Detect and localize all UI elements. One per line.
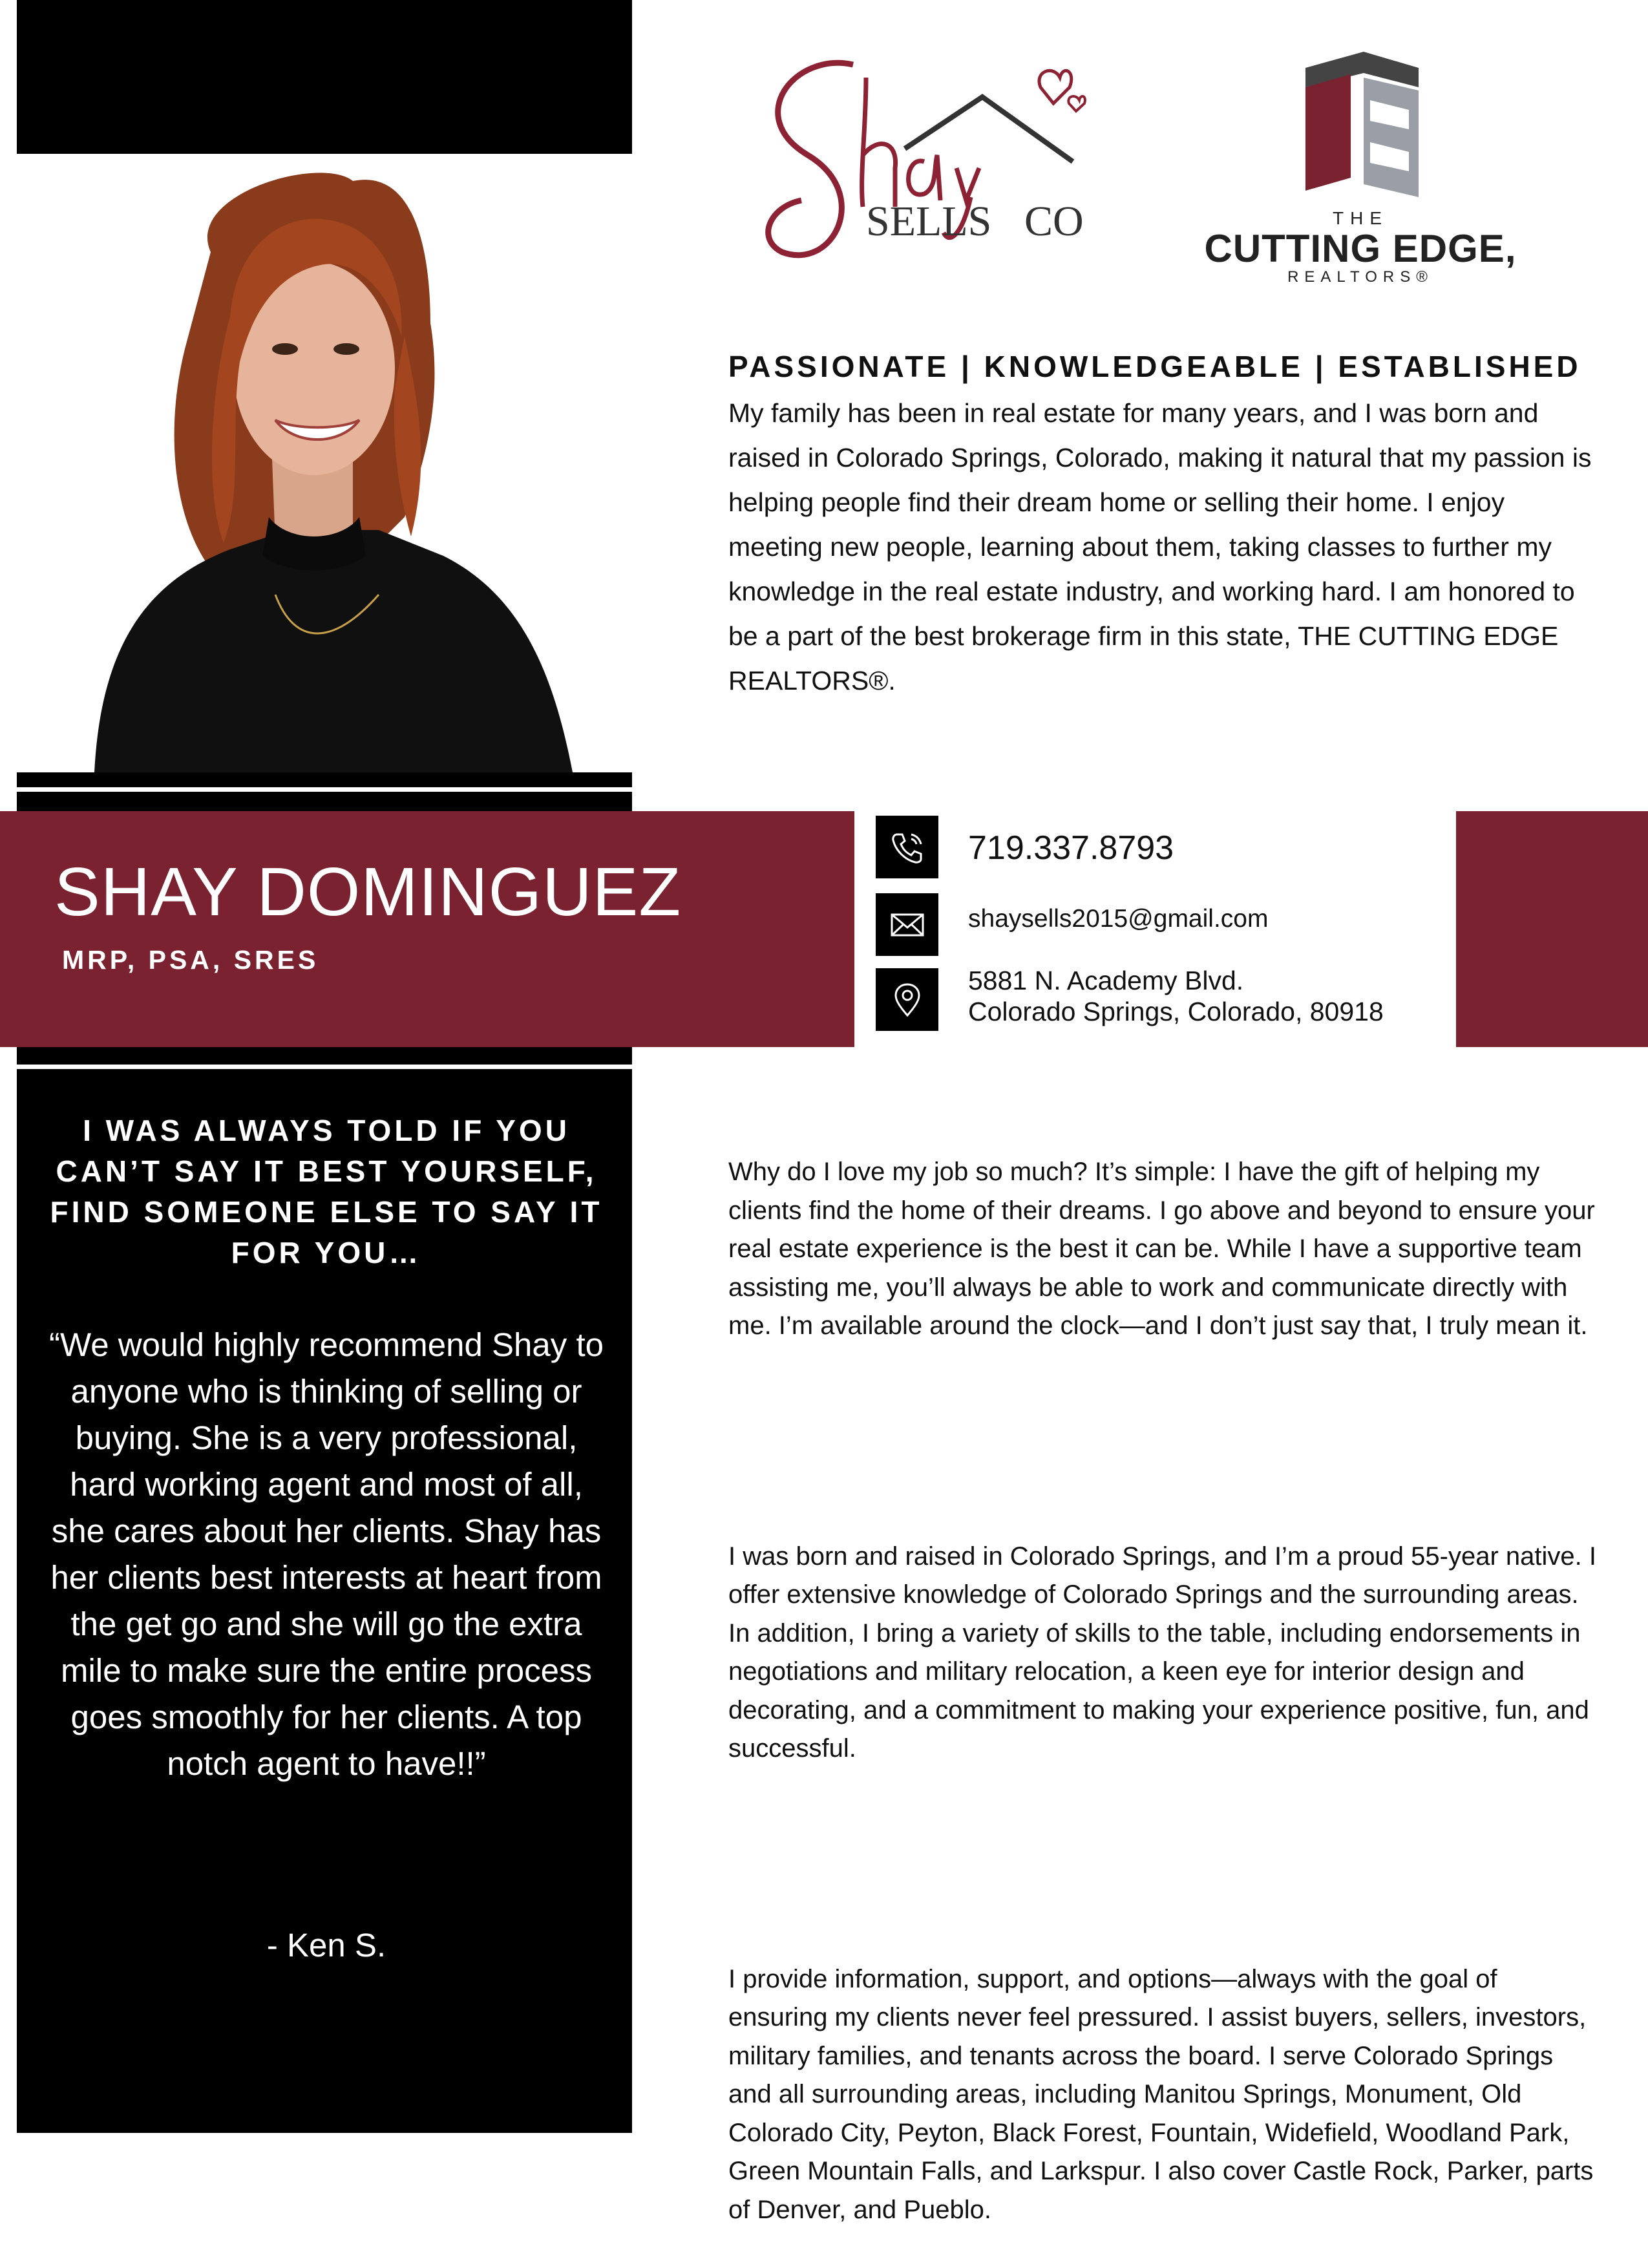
cutting-edge-name: CUTTING EDGE, bbox=[1204, 227, 1517, 270]
bio-paragraph: Why do I love my job so much? It’s simple: I have the gift of helping my clients find the home of their dreams. I go above and beyond to ensure your real estate experience is the best it can be. While I have a supportive team assisting me, you’ll always be able to work and communicate directly with me. I’m available around the clock—and I don’t just say that, I truly mean it. bbox=[728, 1158, 1602, 1340]
email-address[interactable]: shaysells2015@gmail.com bbox=[968, 905, 1269, 933]
top-black-bar bbox=[17, 0, 632, 154]
divider-line bbox=[17, 787, 632, 792]
logo-text-co: CO bbox=[1024, 198, 1084, 245]
mail-icon bbox=[876, 893, 938, 956]
cutting-edge-realtors: REALTORS® bbox=[1287, 268, 1433, 286]
tagline: PASSIONATE | KNOWLEDGEABLE | ESTABLISHED bbox=[728, 350, 1581, 383]
cutting-edge-the: THE bbox=[1333, 208, 1388, 228]
phone-icon bbox=[876, 816, 938, 878]
right-accent-block bbox=[1456, 811, 1648, 1047]
agent-name: SHAY DOMINGUEZ bbox=[54, 854, 682, 930]
bio-details bbox=[728, 1076, 1604, 2268]
cutting-edge-emblem bbox=[1176, 48, 1551, 210]
shay-logo-graphic bbox=[730, 39, 1118, 297]
location-pin-icon bbox=[876, 968, 938, 1031]
address-line1: 5881 N. Academy Blvd. bbox=[968, 966, 1244, 995]
testimonial-heading: I WAS ALWAYS TOLD IF YOU CAN’T SAY IT BEST YOURSELF, FIND SOMEONE ELSE TO SAY IT FOR YOU… bbox=[50, 1114, 603, 1269]
divider-line bbox=[17, 1065, 632, 1069]
agent-portrait bbox=[17, 155, 632, 772]
portrait-illustration bbox=[17, 155, 632, 772]
bio-paragraph: I was born and raised in Colorado Springs, and I’m a proud 55-year native. I offer extensive knowledge of Colorado Springs and the surrounding areas. In addition, I bring a variety of skills to the table, including endorsements in negotiations and military relocation, a keen eye for interior design and decorating, and a commitment to making your experience positive, fun, and successful. bbox=[728, 1542, 1604, 1763]
address-line2: Colorado Springs, Colorado, 80918 bbox=[968, 997, 1384, 1026]
testimonial-quote: “We would highly recommend Shay to anyone who is thinking of selling or buying. She is a very professional, hard working agent and most of all, she cares about her clients. Shay has her clients best interests at heart from the get go and she will go the extra mile to make sure the entire process goes smoothly for her clients. A top notch agent to have!!” bbox=[49, 1326, 604, 1782]
shay-sells-co-logo bbox=[730, 39, 1118, 297]
agent-credentials: MRP, PSA, SRES bbox=[62, 945, 319, 975]
address bbox=[968, 965, 1384, 1027]
bio-paragraph: I provide information, support, and options—always with the goal of ensuring my clients never feel pressured. I assist buyers, sellers, investors, military families, and tenants across the board. I serve Colorado Springs and all surrounding areas, including Manitou Springs, Monument, Old Colorado City, Peyton, Black Forest, Fountain, Widefield, Woodland Park, Green Mountain Falls, and Larkspur. I also cover Castle Rock, Parker, parts of Denver, and Pueblo. bbox=[728, 1964, 1601, 2224]
bio-intro: My family has been in real estate for many years, and I was born and raised in Colorado Springs, Colorado, making it natural that my passion is helping people find their dream home or selling their home. I enjoy meeting new people, learning about them, taking classes to further my knowledge in the real estate industry, and working hard. I am honored to be a part of the best brokerage firm in this state, THE CUTTING EDGE REALTORS®. bbox=[728, 398, 1592, 695]
logo-text-sells: SELLS bbox=[866, 198, 992, 245]
testimonial-author: - Ken S. bbox=[266, 1927, 386, 1964]
phone-number[interactable]: 719.337.8793 bbox=[968, 829, 1174, 867]
